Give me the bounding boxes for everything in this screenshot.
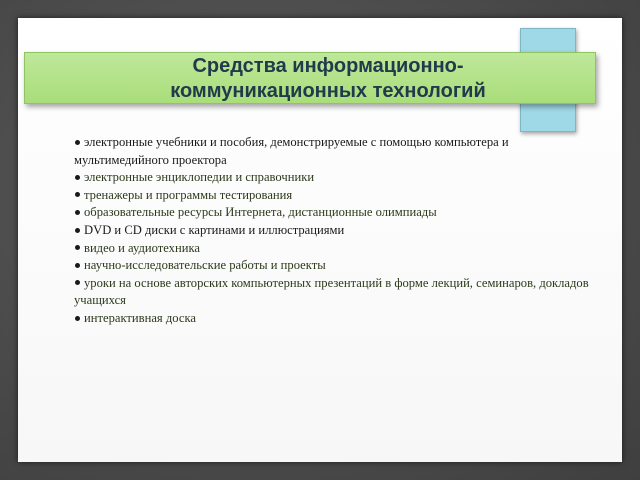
list-item [74, 310, 602, 328]
bullet-dot-icon [75, 263, 80, 268]
list-item-text: интерактивная доска [84, 310, 196, 325]
list-item-text: уроки на основе авторских компьютерных презентаций в форме лекций, семинаров, докладов учащихся [74, 275, 589, 308]
bullet-dot-icon [75, 280, 80, 285]
list-item-text: DVD и CD диски с картинами и иллюстрациями [84, 222, 345, 237]
list-item [74, 222, 602, 240]
bullet-dot-icon [75, 316, 80, 321]
list-item [74, 187, 602, 205]
list-item [74, 169, 602, 187]
list-item [74, 240, 602, 258]
list-item [74, 204, 602, 222]
list-item-text: тренажеры и программы тестирования [84, 187, 293, 202]
bullet-dot-icon [75, 210, 80, 215]
bullet-dot-icon [75, 245, 80, 250]
bullet-dot-icon [75, 175, 80, 180]
slide [18, 18, 622, 462]
bullet-dot-icon [75, 192, 80, 197]
list-item [74, 275, 602, 310]
bullet-dot-icon [75, 228, 80, 233]
list-item-text: электронные учебники и пособия, демонстрируемые с помощью компьютера и мультимедийного проектора [74, 135, 509, 167]
bullet-dot-icon [75, 140, 80, 145]
bullet-list [74, 134, 602, 328]
list-item-text: электронные энциклопедии и справочники [84, 170, 315, 185]
list-item [74, 134, 602, 169]
list-item-text: образовательные ресурсы Интернета, дистанционные олимпиады [84, 205, 437, 220]
list-item-text: научно-исследовательские работы и проекты [84, 258, 326, 273]
list-item-text: видео и аудиотехника [84, 240, 200, 255]
list-item [74, 257, 602, 275]
slide-title: Средства информационно-коммуникационных технологий [170, 55, 486, 102]
